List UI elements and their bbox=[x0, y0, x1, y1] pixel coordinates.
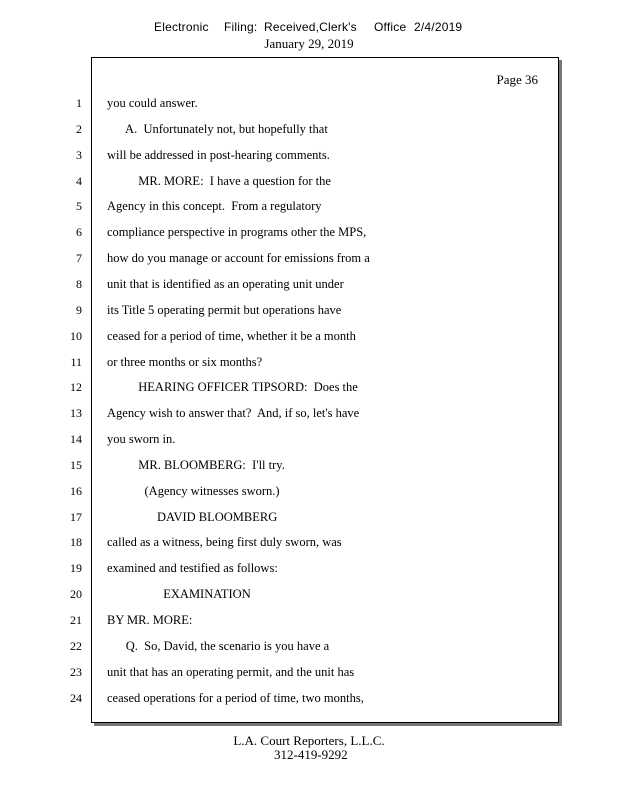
line-text: how do you manage or account for emissions from a bbox=[107, 251, 370, 265]
line-number: 5 bbox=[76, 199, 82, 213]
line-number: 6 bbox=[76, 225, 82, 239]
line-number: 2 bbox=[76, 122, 82, 136]
stamp-word: Office bbox=[374, 20, 407, 34]
line-number: 22 bbox=[70, 639, 82, 653]
line-text: compliance perspective in programs other the MPS, bbox=[107, 225, 367, 239]
line-number: 18 bbox=[70, 535, 82, 549]
line-text: MR. MORE: I have a question for the bbox=[107, 174, 331, 188]
line-number: 12 bbox=[70, 380, 82, 394]
line-number: 13 bbox=[70, 406, 82, 420]
line-number: 24 bbox=[70, 691, 82, 705]
line-text: unit that has an operating permit, and the unit has bbox=[107, 665, 355, 679]
line-text: Agency wish to answer that? And, if so, let's have bbox=[107, 406, 360, 420]
line-number: 11 bbox=[70, 355, 82, 369]
line-text: Q. So, David, the scenario is you have a bbox=[107, 639, 330, 653]
line-text: ceased for a period of time, whether it be a month bbox=[107, 329, 356, 343]
line-text: HEARING OFFICER TIPSORD: Does the bbox=[107, 380, 358, 394]
line-text: you sworn in. bbox=[107, 432, 176, 446]
header-date: January 29, 2019 bbox=[264, 36, 354, 51]
line-text: BY MR. MORE: bbox=[107, 613, 193, 627]
line-number: 19 bbox=[70, 561, 82, 575]
line-text: Agency in this concept. From a regulatory bbox=[107, 199, 322, 213]
line-number: 3 bbox=[76, 148, 82, 162]
line-text: its Title 5 operating permit but operations have bbox=[107, 303, 342, 317]
line-text: called as a witness, being first duly sworn, was bbox=[107, 535, 342, 549]
line-number: 10 bbox=[70, 329, 82, 343]
footer-phone: 312-419-9292 bbox=[274, 747, 348, 762]
line-number: 1 bbox=[76, 96, 82, 110]
footer-company: L.A. Court Reporters, L.L.C. bbox=[233, 733, 385, 748]
page-number: Page 36 bbox=[496, 72, 538, 87]
line-text: EXAMINATION bbox=[107, 587, 251, 601]
line-number: 4 bbox=[76, 174, 82, 188]
line-number: 20 bbox=[70, 587, 82, 601]
line-number: 16 bbox=[70, 484, 82, 498]
line-text: DAVID BLOOMBERG bbox=[107, 510, 278, 524]
stamp-word: 2/4/2019 bbox=[414, 20, 463, 34]
line-number: 7 bbox=[76, 251, 82, 265]
line-number: 8 bbox=[76, 277, 82, 291]
line-number: 21 bbox=[70, 613, 82, 627]
line-text: you could answer. bbox=[107, 96, 198, 110]
line-text: A. Unfortunately not, but hopefully that bbox=[107, 122, 328, 136]
line-text: unit that is identified as an operating unit under bbox=[107, 277, 344, 291]
line-number: 14 bbox=[70, 432, 82, 446]
line-text: MR. BLOOMBERG: I'll try. bbox=[107, 458, 285, 472]
line-text: ceased operations for a period of time, two months, bbox=[107, 691, 364, 705]
line-number: 15 bbox=[70, 458, 82, 472]
line-number: 23 bbox=[70, 665, 82, 679]
stamp-word: Electronic bbox=[154, 20, 209, 34]
line-text: will be addressed in post-hearing comments. bbox=[107, 148, 330, 162]
filing-stamp bbox=[0, 20, 618, 34]
line-number: 9 bbox=[76, 303, 82, 317]
stamp-word: Received,Clerk's bbox=[264, 20, 357, 34]
line-text: or three months or six months? bbox=[107, 355, 263, 369]
line-text: (Agency witnesses sworn.) bbox=[107, 484, 280, 498]
stamp-word: Filing: bbox=[224, 20, 258, 34]
line-text: examined and testified as follows: bbox=[107, 561, 278, 575]
line-number: 17 bbox=[70, 510, 82, 524]
